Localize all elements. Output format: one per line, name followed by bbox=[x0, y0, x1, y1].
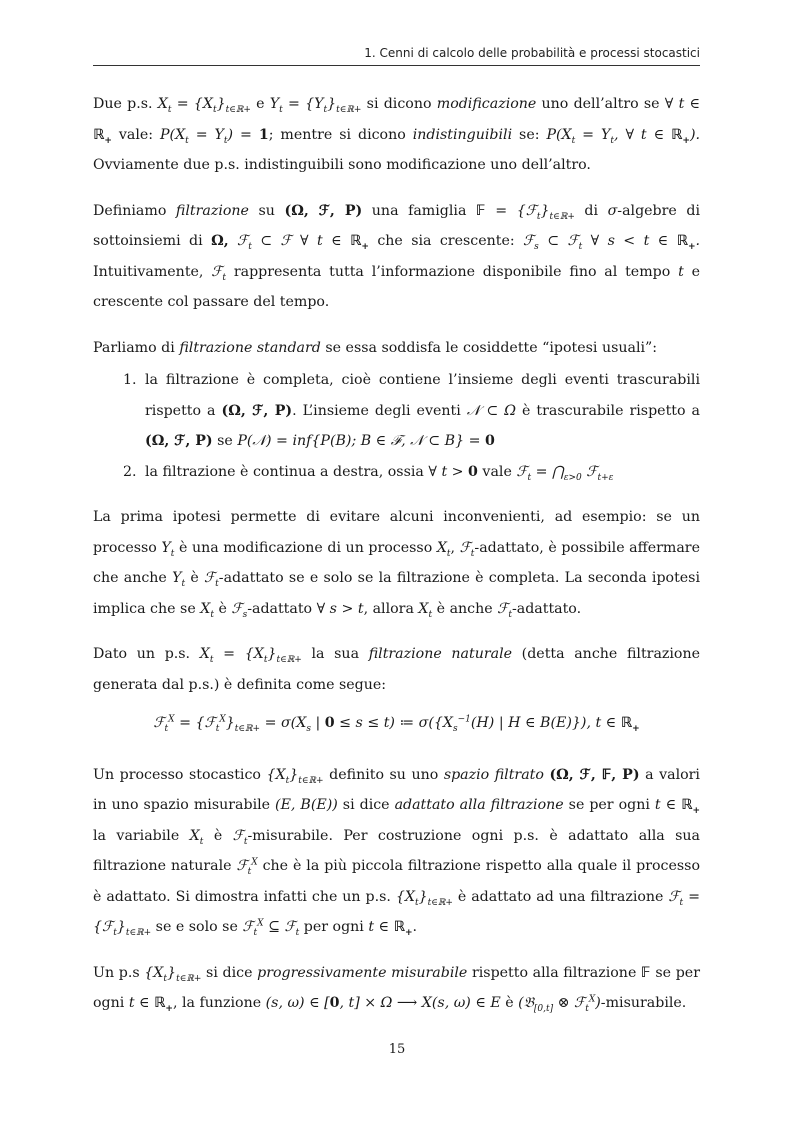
natural-filtration-equation: ℱ$_t^X$ = $\{ℱ_t^X\}_{t\in ℝ+} = \sigma(X_s$ | 0 ≤ s ≤ t) ≔ $\sigma(\{X_s^{-1}(H)$ | H ∈ B(E)}), t ∈ ℝ$_+$ bbox=[153, 714, 640, 734]
paragraph-progressively-measurable: Un p.s $\{X_t\}_{t\in ℝ+}$ si dice progressivamente misurabile rispetto alla filtrazione 𝔽 se per ogni t ∈ ℝ$_+$, la funzione (s, ω) ∈ [0, t] × Ω ⟶ X(s, ω) ∈ E è (𝔅$_{[0,t]}$ ⊗ ℱ$_t^X$)-misurabile. bbox=[93, 964, 700, 1014]
paragraph-standard-filtration: Parliamo di filtrazione standard se essa soddisfa le cosiddette “ipotesi usuali”: bbox=[93, 339, 658, 356]
paragraph-modification: Due p.s. $X_t = \{X_t\}_{t\in ℝ+}$ e $Y_t = \{Y_t\}_{t\in ℝ+}$ si dicono modificazione uno dell’altro se ∀ t ∈ ℝ$_+$ vale: $P(X_t = Y_t) = 1$; mentre si dicono indistinguibili se: $P(X_t = Y_t$, ∀ t ∈ ℝ$_+$). Ovviamente due p.s. indistinguibili sono modificazione uno dell’altro. bbox=[93, 96, 700, 173]
running-header: 1. Cenni di calcolo delle probabilità e processi stocastici bbox=[364, 46, 700, 60]
list-item: 2. la filtrazione è continua a destra, ossia ∀ t > 0 vale ℱ$_t$ = $⋂_{\varepsilon>0}$ ℱ$_{t+\varepsilon}$ bbox=[123, 463, 614, 483]
header-rule bbox=[93, 65, 700, 66]
paragraph-filtration: Definiamo filtrazione su (Ω, ℱ, P) una famiglia 𝔽 = $\{ℱ_t\}_{t\in ℝ+}$ di σ-algebre di sottoinsiemi di Ω, ℱ$_t$ ⊂ ℱ ∀ t ∈ ℝ$_+$ che sia crescente: ℱ$_s$ ⊂ ℱ$_t$ ∀ s < t ∈ ℝ$_+$. Intuitivamente, ℱ$_t$ rappresenta tutta l’informazione disponibile fino al tempo t e crescente col passare del tempo. bbox=[93, 202, 700, 310]
paragraph-adapted-process: Un processo stocastico $\{X_t\}_{t\in ℝ+}$ definito su uno spazio filtrato (Ω, ℱ, 𝔽, P) a valori in uno spazio misurabile (E, B(E)) si dice adattato alla filtrazione se per ogni t ∈ ℝ$_+$ la variabile $X_t$ è ℱ$_t$-misurabile. Per costruzione ogni p.s. è adattato alla sua filtrazione naturale ℱ$_t^X$ che è la più piccola filtrazione rispetto alla quale il processo è adattato. Si dimostra infatti che un p.s. $\{X_t\}_{t\in ℝ+}$ è adattato ad una filtrazione ℱ$_t$ = $\{ℱ_t\}_{t\in ℝ+}$ se e solo se ℱ$_t^X$ ⊆ ℱ$_t$ per ogni t ∈ ℝ$_+$. bbox=[93, 766, 701, 938]
usual-hypotheses-list bbox=[93, 365, 700, 487]
paragraph-hypotheses-consequences: La prima ipotesi permette di evitare alcuni inconvenienti, ad esempio: se un processo $Y_t$ è una modificazione di un processo $X_t$, ℱ$_t$-adattato, è possibile affermare che anche $Y_t$ è ℱ$_t$-adattato se e solo se la filtrazione è completa. La seconda ipotesi implica che se $X_t$ è ℱ$_s$-adattato ∀ s > t, allora $X_t$ è anche ℱ$_t$-adattato. bbox=[93, 509, 700, 620]
list-item: 1. la filtrazione è completa, cioè contiene l’insieme degli eventi trascurabili rispetto a (Ω, ℱ, P). L’insieme degli eventi 𝒩 ⊂ Ω è trascurabile rispetto a (Ω, ℱ, P) se P(𝒩) = inf{P(B); B ∈ ℱ, 𝒩 ⊂ B} = 0 bbox=[123, 372, 700, 449]
page-body bbox=[93, 89, 700, 1034]
paragraph-natural-filtration: Dato un p.s. $X_t = \{X_t\}_{t\in ℝ+}$ la sua filtrazione naturale (detta anche filtrazione generata dal p.s.) è definita come segue: bbox=[93, 646, 701, 693]
page-number: 15 bbox=[388, 1042, 406, 1057]
